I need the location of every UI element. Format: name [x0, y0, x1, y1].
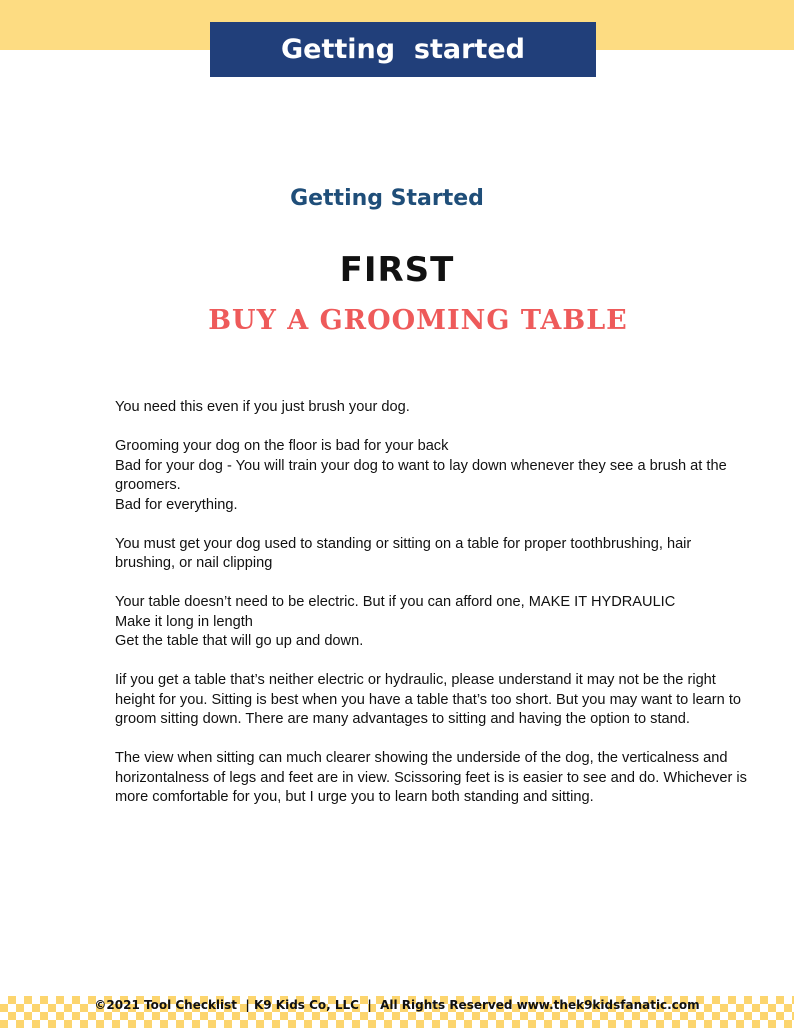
paragraph: Iif you get a table that’s neither electric or hydraulic, please understand it may not be the right height for you. Sitting is best when you have a table that’s too short. But you may want to learn to groom sitting down. There are many advantages to sitting and having the option to stand.	[115, 672, 742, 727]
first-heading: FIRST	[339, 250, 455, 290]
paragraph: Grooming your dog on the floor is bad for your back Bad for your dog - You will train your dog to want to lay down whenever they see a brush at the groomers. Bad for everything.	[115, 438, 727, 513]
paragraph: You need this even if you just brush your dog.	[115, 399, 410, 415]
grooming-table-heading: BUY A GROOMING TABLE	[208, 305, 628, 336]
body-text	[115, 398, 755, 827]
header-banner	[210, 22, 596, 77]
paragraph: You must get your dog used to standing or sitting on a table for proper toothbrushing, hair brushing, or nail clipping	[115, 535, 692, 571]
paragraph: The view when sitting can much clearer showing the underside of the dog, the verticalness and horizontalness of legs and feet are in view. Scissoring feet is is easier to see and do. Whichever is more comfortable for you, but I urge you to learn both standing and sitting.	[115, 750, 747, 805]
header-title: Getting started	[281, 34, 525, 65]
paragraph: Your table doesn’t need to be electric. But if you can afford one, MAKE IT HYDRAULIC Make it long in length Get the table that will go up and down.	[115, 594, 676, 649]
footer-copyright: ©2021 Tool Checklist | K9 Kids Co, LLC | All Rights Reserved www.thek9kidsfanatic.com	[94, 998, 700, 1012]
section-title: Getting Started	[290, 186, 484, 211]
